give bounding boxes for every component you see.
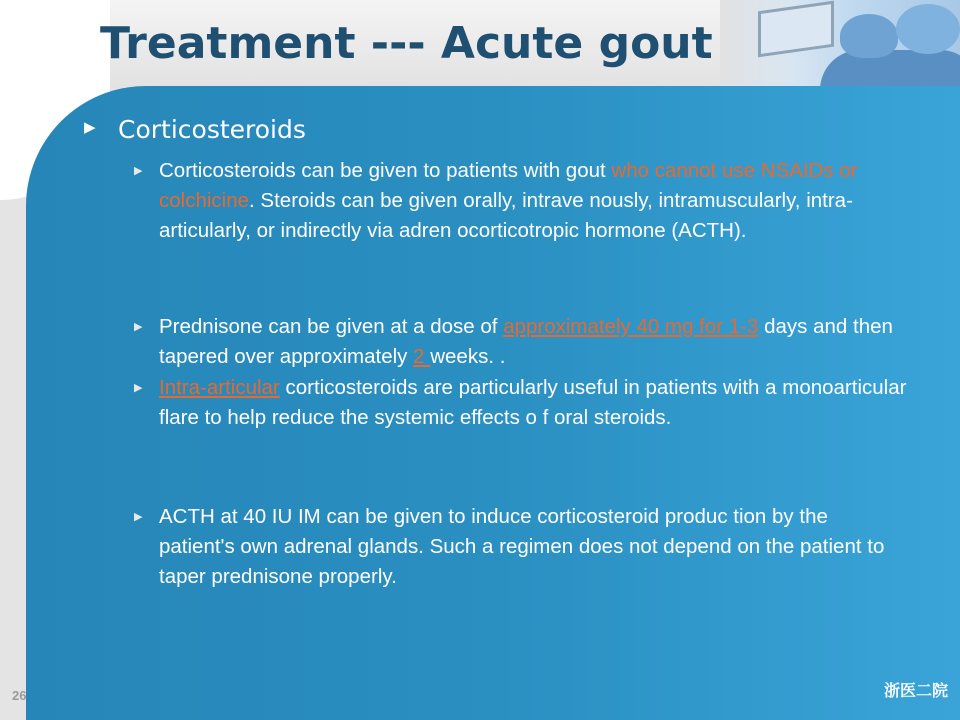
highlighted-link-text[interactable]: Intra-articular	[159, 376, 280, 399]
triangle-right-icon: ▶	[134, 382, 143, 394]
highlighted-link-text[interactable]: approximately 40 mg for 1-3	[503, 315, 759, 338]
triangle-right-icon: ▶	[134, 321, 143, 333]
bullet-text	[159, 156, 909, 246]
bullet-text	[159, 502, 909, 592]
bullet-text	[159, 373, 909, 433]
text-run: . Steroids can be given orally, intrave nously, intramuscularly, intra-articularly, or indirectly via adren ocorticotropic hormone (ACTH).	[159, 189, 853, 242]
page-number: 26	[12, 688, 27, 703]
slide-title: Treatment --- Acute gout	[100, 18, 713, 69]
text-run: weeks. .	[430, 345, 506, 368]
surgeons-photo	[720, 0, 960, 88]
highlighted-text: who cannot use NSAIDs or colchicine	[159, 159, 858, 212]
gown-graphic	[820, 50, 960, 88]
bullet-text	[159, 312, 909, 372]
text-run: ACTH at 40 IU IM can be given to induce corticosteroid produc tion by the patient's own adrenal glands. Such a regimen does not depend on the patient to taper prednisone properly.	[159, 505, 885, 588]
text-run: days and then tapered over approximately	[159, 315, 893, 368]
hospital-logo-text: 浙医二院	[883, 681, 948, 700]
highlighted-link-text[interactable]: 2	[413, 345, 431, 368]
surgeon-cap-graphic	[840, 14, 898, 58]
monitor-graphic	[758, 1, 834, 58]
bullet-item	[134, 156, 909, 246]
bullet-item	[134, 312, 909, 372]
text-run: Corticosteroids can be given to patients with gout	[159, 159, 612, 182]
text-run: Prednisone can be given at a dose of	[159, 315, 504, 338]
triangle-right-icon: ▶	[134, 165, 143, 177]
bullet-item	[134, 373, 909, 433]
triangle-right-icon: ▶	[134, 511, 143, 523]
triangle-right-icon: ▶	[84, 119, 96, 136]
text-run: corticosteroids are particularly useful in patients with a monoarticular flare to help reduce the systemic effects o f oral steroids.	[159, 376, 907, 429]
main-bullet	[84, 112, 306, 148]
bullet-item	[134, 502, 909, 592]
surgeon-cap-graphic	[896, 4, 960, 54]
section-heading: Corticosteroids	[118, 115, 306, 144]
